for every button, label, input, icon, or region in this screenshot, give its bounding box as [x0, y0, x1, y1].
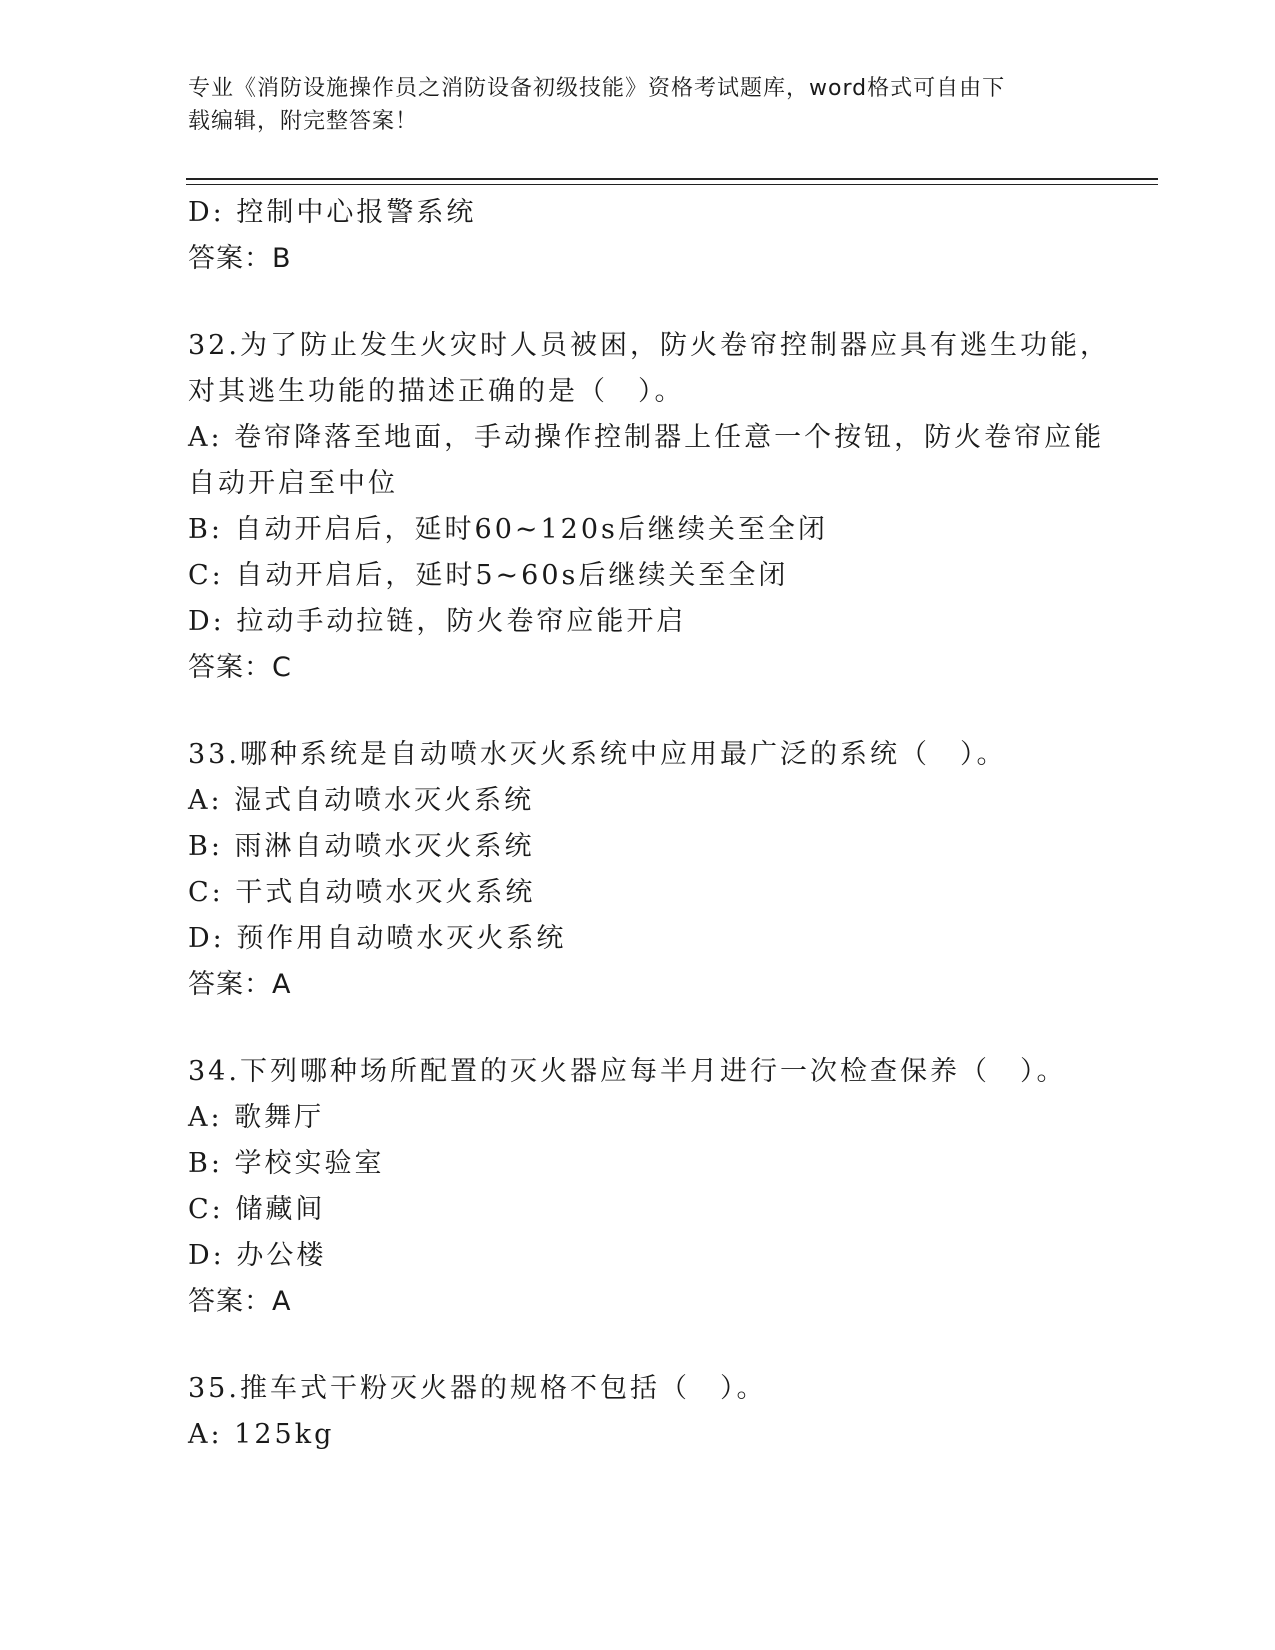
question-list	[188, 190, 1110, 1458]
option-line: C: 自动开启后，延时5~60s后继续关至全闭	[188, 560, 789, 591]
option-line: D: 拉动手动拉链，防火卷帘应能开启	[188, 606, 687, 637]
option-line: 自动开启至中位	[188, 468, 398, 499]
answer-line: 答案：B	[188, 243, 292, 274]
previous-question-fragment	[188, 190, 1088, 282]
option-line: C: 储藏间	[188, 1194, 326, 1225]
answer-line: 答案：A	[188, 969, 292, 1000]
option-line: D: 预作用自动喷水灭火系统	[188, 923, 567, 954]
option-line: A: 湿式自动喷水灭火系统	[188, 785, 535, 816]
question-block	[188, 323, 1110, 691]
question-stem-line: 32.为了防止发生火灾时人员被困，防火卷帘控制器应具有逃生功能，	[188, 330, 1110, 361]
header-line-2: 载编辑，附完整答案！	[188, 109, 419, 134]
question-stem-line: 对其逃生功能的描述正确的是（ ）。	[188, 376, 685, 407]
answer-line: 答案：C	[188, 652, 292, 683]
header-line-1: 专业《消防设施操作员之消防设备初级技能》资格考试题库，word格式可自由下	[188, 76, 1006, 101]
option-line: D: 办公楼	[188, 1240, 327, 1271]
option-line: A: 卷帘降落至地面，手动操作控制器上任意一个按钮，防火卷帘应能	[188, 422, 1105, 453]
option-line: B: 雨淋自动喷水灭火系统	[188, 831, 535, 862]
option-d: D: 控制中心报警系统	[188, 197, 477, 228]
question-stem-line: 34.下列哪种场所配置的灭火器应每半月进行一次检查保养（ ）。	[188, 1056, 1067, 1087]
question-stem-line: 35.推车式干粉灭火器的规格不包括（ ）。	[188, 1373, 767, 1404]
option-line: A: 125kg	[188, 1419, 335, 1450]
option-line: B: 学校实验室	[188, 1148, 385, 1179]
option-line: A: 歌舞厅	[188, 1102, 325, 1133]
question-block	[188, 1366, 1088, 1458]
answer-line: 答案：A	[188, 1286, 292, 1317]
question-spacer	[188, 1325, 1088, 1366]
header-divider-thin	[186, 184, 1158, 185]
header-divider-thick	[186, 178, 1158, 180]
question-spacer	[188, 282, 1088, 323]
question-block	[188, 732, 1088, 1008]
question-stem-line: 33.哪种系统是自动喷水灭火系统中应用最广泛的系统（ ）。	[188, 739, 1007, 770]
option-line: C: 干式自动喷水灭火系统	[188, 877, 536, 908]
document-header	[188, 72, 1068, 138]
option-line: B: 自动开启后，延时60~120s后继续关至全闭	[188, 514, 828, 545]
question-spacer	[188, 1008, 1088, 1049]
question-block	[188, 1049, 1088, 1325]
question-spacer	[188, 691, 1088, 732]
